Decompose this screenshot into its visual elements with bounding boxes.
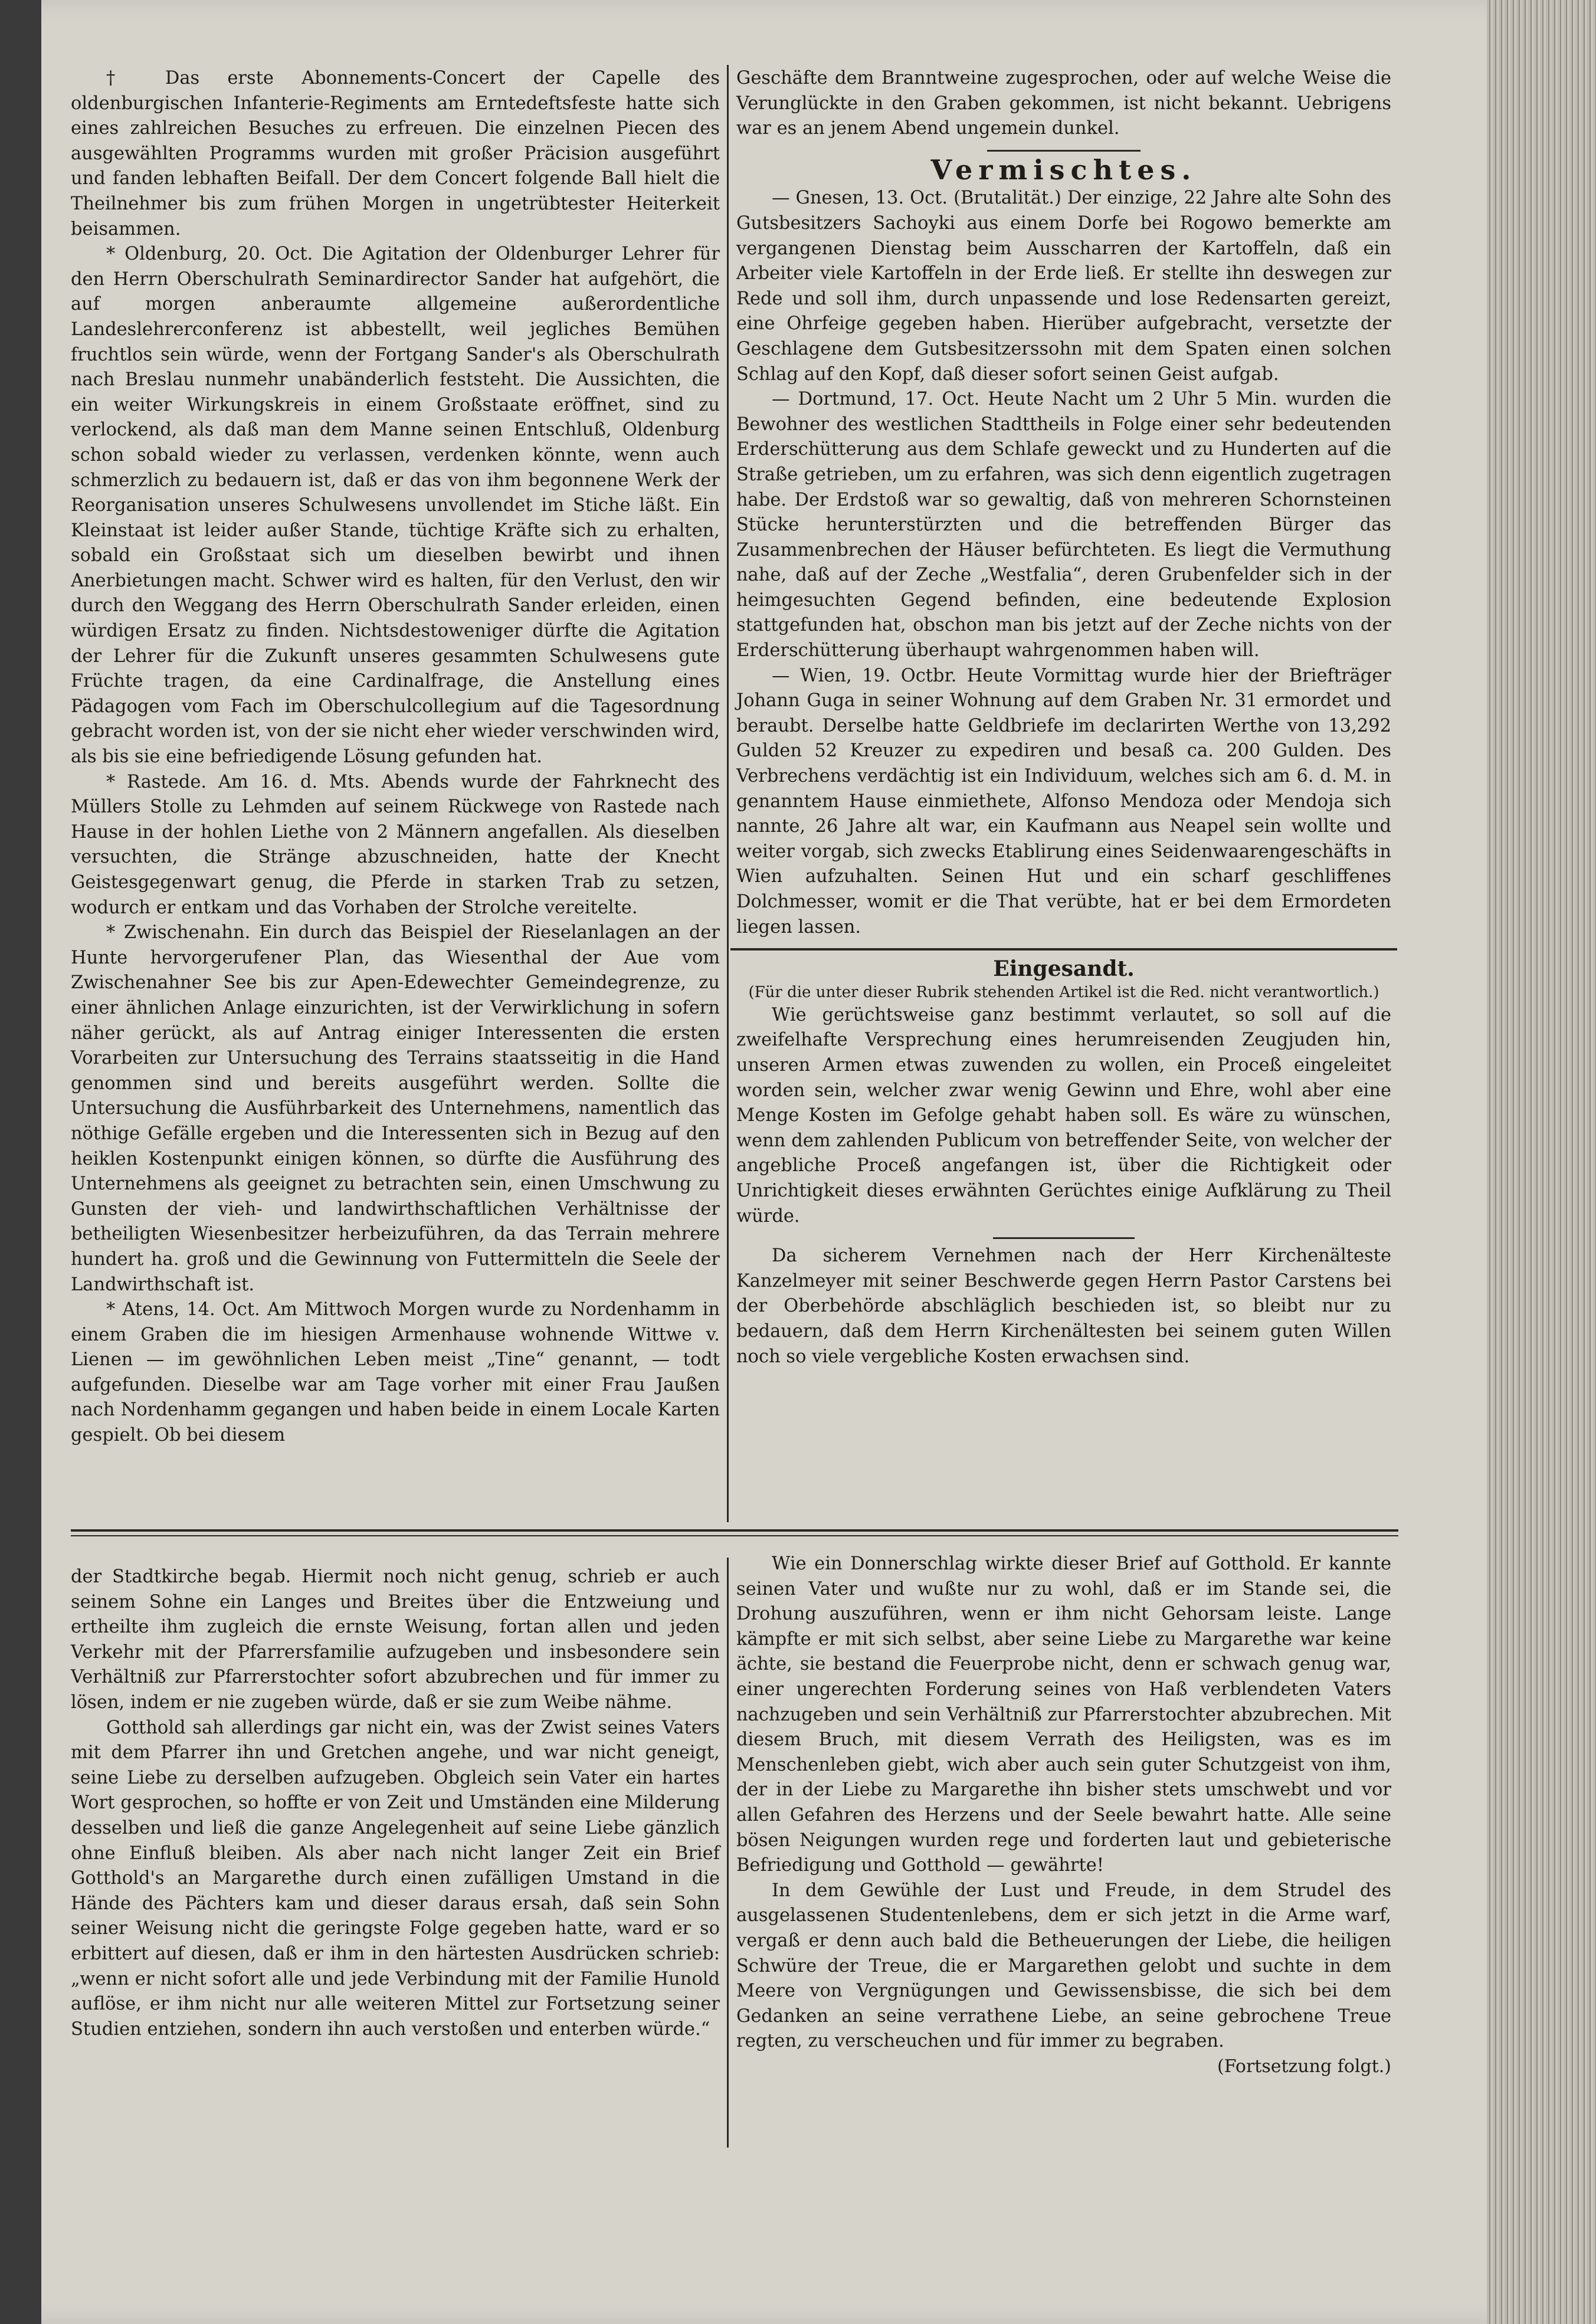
section-rule-eingesandt bbox=[730, 948, 1397, 950]
article-zwischenahn: * Zwischenahn. Ein durch das Beispiel der Rieselanlagen an der Hunte hervorgerufener Plan, das Wiesenthal der Aue vom Zwischenahner See bis zur Apen-Edewechter Gemeindegrenze, zu einer ähnlichen Anlage einzurichten, ist der Verwirklichung in sofern näher gerückt, als auf Antrag einiger Interessenten die ersten Vorarbeiten zur Untersuchung des Terrains staatsseitig in die Hand genommen sind und bereits ausgeführt werden. Sollte die Untersuchung die Ausführbarkeit des Unternehmens, namentlich das nöthige Gefälle ergeben und die Interessenten sich in Bezug auf den heiklen Kostenpunkt einigen können, so dürfte die Ausführung des Unternehmens als geeignet zu betrachten sein, einen Umschwung zu Gunsten der vieh- und landwirthschaftlichen Verhältnisse der betheiligten Wiesenbesitzer herbeizuführen, da das Terrain mehrere hundert ha. groß und die Gewinnung von Futtermitteln die Seele der Landwirthschaft ist. bbox=[71, 922, 720, 1295]
feuilleton-rule-thin bbox=[71, 1535, 1398, 1536]
feuilleton-paragraph: In dem Gewühle der Lust und Freude, in dem Strudel des ausgelassenen Studentenlebens, dem er sich jetzt in die Arme warf, vergaß er denn auch bald die Betheuerungen der Liebe, die heiligen Schwüre der Treue, die er Margarethen gelobt und suchte in dem Meere von Vergnügungen und Gewissensbisse, die sich bei dem Gedanken an seine verrathene Liebe, an seine gebrochene Treue regten, zu verscheuchen und für immer zu begraben. bbox=[736, 1880, 1391, 2052]
vermischtes-heading: Vermischtes. bbox=[930, 153, 1197, 186]
article-oldenburg: * Oldenburg, 20. Oct. Die Agitation der Oldenburger Lehrer für den Herrn Oberschulrath Seminardirector Sander hat aufgehört, die auf morgen anberaumte allgemeine außerordentliche Landeslehrerconferenz ist abbestellt, weil jegliches Bemühen fruchtlos sein würde, wenn der Fortgang Sander's als Oberschulrath nach Breslau nunmehr unabänderlich feststeht. Die Aussichten, die ein weiter Wirkungskreis in einem Großstaate eröffnet, sind zu verlockend, als daß man dem Manne seinen Entschluß, Oldenburg schon sobald wieder zu verlassen, verdenken könnte, wenn auch schmerzlich zu bedauern ist, daß er das von ihm begonnene Werk der Reorganisation unseres Schulwesens unvollendet im Stiche läßt. Ein Kleinstaat ist leider außer Stande, tüchtige Kräfte sich zu erhalten, sobald ein Großstaat sich um dieselben bewirbt und ihnen Anerbietungen macht. Schwer wird es halten, für den Verlust, den wir durch den Weggang des Herrn Oberschulrath Sander erleiden, einen würdigen Ersatz zu finden. Nichtsdestoweniger dürfte die Agitation der Lehrer für die Zukunft unseres gesammten Schulwesens gute Früchte tragen, da eine Cardinalfrage, die Anstellung eines Pädagogen vom Fach im Oberschulcollegium auf die Tagesordnung gebracht worden ist, von der sie nicht eher wieder verschwinden wird, als bis sie eine befriedigende Lösung gefunden hat. bbox=[71, 244, 720, 768]
article-atens: * Atens, 14. Oct. Am Mittwoch Morgen wurde zu Nordenhamm in einem Graben die im hiesigen Armenhause wohnende Wittwe v. Lienen — im gewöhnlichen Leben meist „Tine“ genannt, — todt aufgefunden. Dieselbe war am Tage vorher mit einer Frau Jaußen nach Nordenhamm gegangen und haben beide in einem Locale Karten gespielt. Ob bei diesem bbox=[71, 1299, 720, 1446]
continued-note: (Fortsetzung folgt.) bbox=[1217, 2056, 1391, 2077]
newspaper-page bbox=[41, 0, 1528, 2324]
feuilleton-paragraph: Wie ein Donnerschlag wirkte dieser Brief auf Gotthold. Er kannte seinen Vater und wußte nur zu wohl, daß er im Stande sei, die Drohung auszuführen, wenn er ihm nicht Gehorsam leiste. Lange kämpfte er mit sich selbst, aber seine Liebe zu Margarethe war keine ächte, sie bestand die Feuerprobe nicht, denn er schwach genug war, einer ungerechten Forderung seines von Haß verblendeten Vaters nachzugeben und sein Verhältniß zur Pfarrerstochter abzubrechen. Mit diesem Bruch, mit diesem Verrath des Heiligsten, was es im Menschenleben giebt, wich aber auch sein guter Schutzgeist von ihm, der in der Liebe zu Margarethe ihn bisher stets umschwebt und vor allen Gefahren des Herzens und der Seele bewahrt hatte. Alle seine bösen Neigungen wurden rege und forderten laut und gebieterische Befriedigung und Gotthold — gewährte! bbox=[736, 1553, 1391, 1876]
section-rule bbox=[987, 150, 1141, 152]
eingesandt-heading: Eingesandt. bbox=[993, 956, 1135, 982]
feuilleton-paragraph: Gotthold sah allerdings gar nicht ein, was der Zwist seines Vaters mit dem Pfarrer ihn und Gretchen angehe, und war nicht geneigt, seine Liebe zu derselben aufzugeben. Obgleich sein Vater ein hartes Wort gesprochen, so hoffte er von Zeit und Umständen eine Milderung desselben und ließ die ganze Angelegenheit auf seine Liebe gänzlich ohne Einfluß bleiben. Als aber nach nicht langer Zeit ein Brief Gotthold's an Margarethe durch einen zufälligen Umstand in die Hände des Pächters kam und dieser daraus ersah, daß sein Sohn seiner Weisung nicht die geringste Folge gegeben hatte, ward er so erbittert auf diesen, daß er ihm in den härtesten Ausdrücken schrieb: „wenn er nicht sofort alle und jede Verbindung mit der Familie Hunold auflöse, er ihm nicht nur alle weiteren Mittel zur Fortsetzung seiner Studien entziehen, sondern ihn auch verstoßen und enterben würde.“ bbox=[71, 1717, 720, 2040]
feuilleton-paragraph: der Stadtkirche begab. Hiermit noch nicht genug, schrieb er auch seinem Sohne ein Langes und Breites über die Entzweiung und ertheilte ihm zugleich die ernste Weisung, fortan allen und jeden Verkehr mit der Pfarrersfamilie aufzugeben und insbesondere sein Verhältniß zur Pfarrerstochter sofort abzubrechen und für immer zu lösen, indem er nie zugeben würde, daß er sie zum Weibe nähme. bbox=[71, 1566, 720, 1713]
book-page-edges bbox=[1487, 0, 1596, 2324]
letter-divider bbox=[993, 1237, 1135, 1239]
left-column-news bbox=[71, 66, 720, 1448]
eingesandt-letter-2: Da sicherem Vernehmen nach der Herr Kirchenälteste Kanzelmeyer mit seiner Beschwerde gegen Herrn Pastor Carstens bei der Oberbehörde abschläglich beschieden ist, so bleibt nur zu bedauern, daß dem Herrn Kirchenältesten bei seinem guten Willen noch so viele vergebliche Kosten erwachsen sind. bbox=[736, 1245, 1391, 1367]
column-divider-bottom bbox=[727, 1558, 729, 2148]
article-atens-continued: Geschäfte dem Branntweine zugesprochen, oder auf welche Weise die Verunglückte in den Graben gekommen, ist nicht bekannt. Uebrigens war es an jenem Abend ungemein dunkel. bbox=[736, 68, 1391, 139]
article-gnesen: — Gnesen, 13. Oct. (Brutalität.) Der einzige, 22 Jahre alte Sohn des Gutsbesitzers Sachoyki aus einem Dorfe bei Rogowo bemerkte am vergangenen Dienstag beim Ausscharren der Kartoffeln, daß ein Arbeiter viele Kartoffeln in der Erde ließ. Er stellte ihn deswegen zur Rede und soll ihm, durch unpassende und lose Redensarten gereizt, eine Ohrfeige gegeben haben. Hierüber aufgebracht, versetzte der Geschlagene dem Gutsbesitzerssohn mit dem Spaten einen solchen Schlag auf den Kopf, daß dieser sofort seinen Geist aufgab. bbox=[736, 188, 1391, 385]
article-rastede: * Rastede. Am 16. d. Mts. Abends wurde der Fahrknecht des Müllers Stolle zu Lehmden auf seinem Rückwege von Rastede nach Hause in der hohlen Liethe von 2 Männern angefallen. Als dieselben versuchten, die Stränge abzuschneiden, hatte der Knecht Geistesgegenwart genug, die Pferde in starken Trab zu setzen, wodurch er entkam und das Vorhaben der Strolche vereitelte. bbox=[71, 771, 720, 918]
eingesandt-letter-1: Wie gerüchtsweise ganz bestimmt verlautet, so soll auf die zweifelhafte Versprechung eines herumreisenden Zeugjuden hin, unseren Armen etwas zuwenden zu wollen, ein Proceß eingeleitet worden sein, welcher zwar wenig Gewinn und Ehre, wohl aber eine Menge Kosten im Gefolge gehabt haben soll. Es wäre zu wünschen, wenn dem zahlenden Publicum von betreffender Seite, von welcher der angebliche Proceß angefangen ist, über die Richtigkeit oder Unrichtigkeit dieses erwähnten Gerüchtes einige Aufklärung zu Theil würde. bbox=[736, 1004, 1391, 1227]
article-dortmund: — Dortmund, 17. Oct. Heute Nacht um 2 Uhr 5 Min. wurden die Bewohner des westlichen Stadttheils in Folge einer sehr bedeutenden Erderschütterung aus dem Schlafe geweckt und zu Hunderten auf die Straße getrieben, um zu erfahren, was sich denn eigentlich zugetragen habe. Der Erdstoß war so gewaltig, daß von mehreren Schornsteinen Stücke herunterstürzten und die betreffenden Bürger das Zusammenbrechen der Häuser befürchteten. Es liegt die Vermuthung nahe, daß auf der Zeche „Westfalia“, deren Grubenfelder sich in der heimgesuchten Gegend befinden, eine bedeutende Explosion stattgefunden hat, obschon man bis jetzt auf der Zeche nichts von der Erderschütterung überhaupt wahrgenommen haben will. bbox=[736, 389, 1391, 661]
feuilleton-rule bbox=[71, 1529, 1398, 1532]
column-divider-top bbox=[727, 65, 729, 1522]
right-column-news bbox=[736, 66, 1391, 1369]
article-concert: † Das erste Abonnements-Concert der Capelle des oldenburgischen Infanterie-Regiments am Erntedeftsfeste hatte sich eines zahlreichen Besuches zu erfreuen. Die einzelnen Piecen des ausgewählten Programms wurden mit großer Präcision ausgeführt und fanden lebhaften Beifall. Der dem Concert folgende Ball hielt die Theilnehmer bis zum frühen Morgen in ungetrübtester Heiterkeit beisammen. bbox=[71, 68, 720, 240]
feuilleton-left-column bbox=[71, 1565, 720, 2042]
feuilleton-right-column bbox=[736, 1552, 1391, 2079]
eingesandt-note: (Für die unter dieser Rubrik stehenden Artikel ist die Red. nicht verantwortlich.) bbox=[748, 983, 1379, 1001]
article-wien: — Wien, 19. Octbr. Heute Vormittag wurde hier der Briefträger Johann Guga in seiner Wohnung auf dem Graben Nr. 31 ermordet und beraubt. Derselbe hatte Geldbriefe im declarirten Werthe von 13,292 Gulden 52 Kreuzer zu expediren und besaß ca. 200 Gulden. Des Verbrechens verdächtig ist ein Individuum, welches sich am 6. d. M. in genanntem Hause einmiethete, Alfonso Mendoza oder Mendoja sich nannte, 26 Jahre alt war, ein Kaufmann aus Neapel sein wollte und weiter vorgab, sich zwecks Etablirung eines Seidenwaarengeschäfts in Wien aufzuhalten. Seinen Hut und ein scharf geschliffenes Dolchmesser, womit er die That verübte, hat er bei dem Ermordeten liegen lassen. bbox=[736, 665, 1391, 938]
